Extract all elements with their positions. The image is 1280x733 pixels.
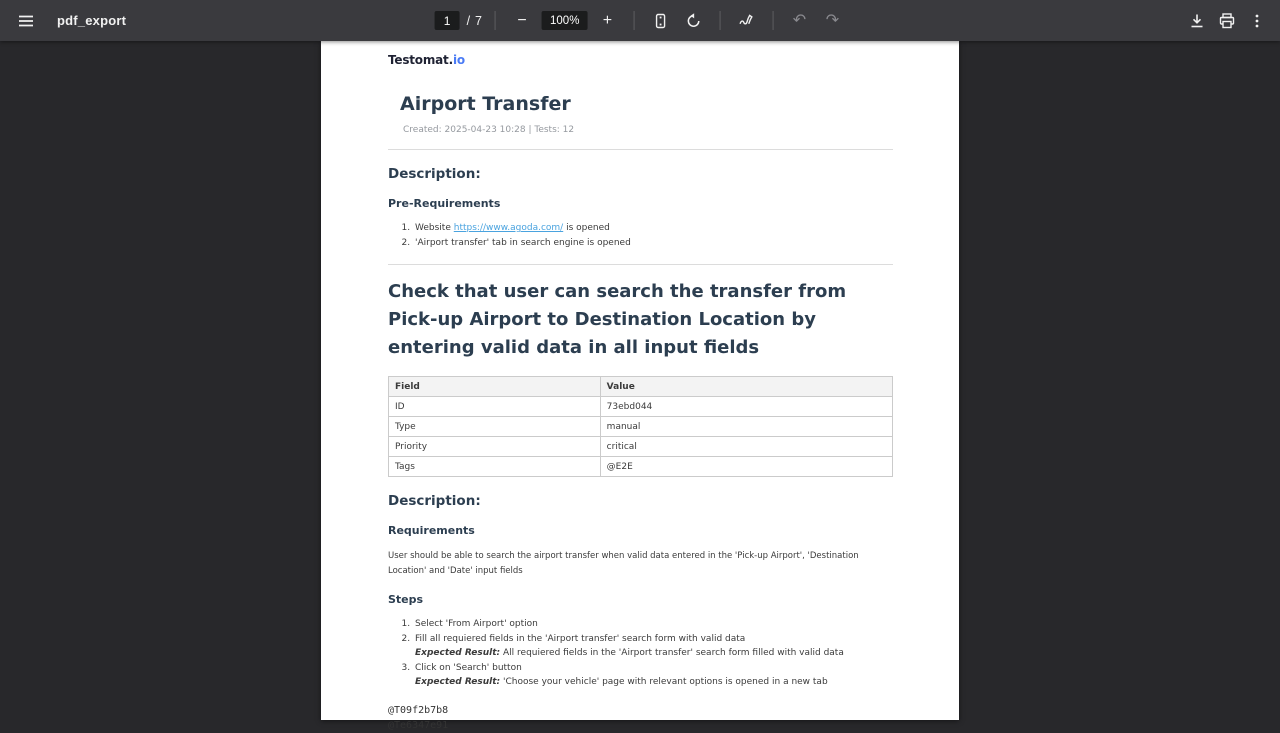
steps-list bbox=[388, 617, 893, 690]
test-tags bbox=[388, 703, 893, 733]
minus-icon: − bbox=[517, 11, 527, 29]
undo-button[interactable] bbox=[786, 8, 812, 34]
testomat-logo bbox=[388, 53, 893, 67]
prereq-text-suffix: is opened bbox=[563, 223, 610, 233]
cell-field: ID bbox=[389, 397, 601, 417]
pdf-viewer-background[interactable] bbox=[0, 41, 1280, 733]
step-item bbox=[413, 661, 893, 690]
test-meta-table bbox=[388, 376, 893, 477]
cell-field: Tags bbox=[389, 457, 601, 477]
column-header-value: Value bbox=[600, 377, 892, 397]
tag-id: @T09f2b7b8 bbox=[388, 704, 449, 716]
page-separator: / bbox=[466, 13, 471, 28]
suite-title: Airport Transfer bbox=[400, 93, 571, 115]
toolbar-divider bbox=[772, 11, 773, 30]
suite-meta: Created: 2025-04-23 10:28 | Tests: 12 bbox=[403, 125, 575, 135]
fit-page-icon bbox=[651, 12, 669, 30]
table-row bbox=[389, 417, 893, 437]
print-icon bbox=[1218, 12, 1236, 30]
divider bbox=[388, 149, 893, 150]
cell-value: 73ebd044 bbox=[600, 397, 892, 417]
pdf-page bbox=[321, 41, 959, 731]
pdf-toolbar bbox=[0, 0, 1280, 41]
tag-id: @Te6347e91 bbox=[388, 719, 449, 731]
description-heading-2: Description: bbox=[388, 493, 481, 509]
step-text: Fill all requiered fields in the 'Airport transfer' search form with valid data bbox=[415, 633, 746, 644]
prereq-text-prefix: Website bbox=[415, 223, 454, 233]
table-header-row bbox=[389, 377, 893, 397]
prerequirements-list bbox=[388, 221, 893, 250]
list-item: 2. 'Airport transfer' tab in search engine is opened bbox=[413, 236, 893, 251]
requirements-heading: Requirements bbox=[388, 524, 475, 537]
document-content bbox=[321, 41, 959, 733]
cell-field: Priority bbox=[389, 437, 601, 457]
logo-text-blue: io bbox=[452, 53, 465, 67]
steps-heading: Steps bbox=[388, 593, 424, 606]
redo-button[interactable] bbox=[819, 8, 845, 34]
step-item: 1. Select 'From Airport' option bbox=[413, 617, 893, 632]
cell-value: manual bbox=[600, 417, 892, 437]
toolbar-right bbox=[1184, 8, 1280, 34]
table-row bbox=[389, 457, 893, 477]
menu-icon[interactable] bbox=[13, 8, 39, 34]
cell-value: critical bbox=[600, 437, 892, 457]
cell-value: @E2E bbox=[600, 457, 892, 477]
requirements-text: User should be able to search the airport transfer when valid data entered in the 'Pick-up Airport', 'Destination Location' and 'Date' input fields bbox=[388, 551, 859, 576]
toolbar-divider bbox=[719, 11, 720, 30]
toolbar-divider bbox=[495, 11, 496, 30]
toolbar-left bbox=[0, 8, 126, 34]
zoom-out-button[interactable] bbox=[509, 8, 535, 34]
cell-field: Type bbox=[389, 417, 601, 437]
prerequirements-heading: Pre-Requirements bbox=[388, 197, 501, 210]
rotate-button[interactable] bbox=[680, 8, 706, 34]
redo-icon: ↷ bbox=[825, 11, 840, 29]
annotate-icon bbox=[737, 12, 755, 30]
more-options-button[interactable] bbox=[1244, 8, 1270, 34]
column-header-field: Field bbox=[389, 377, 601, 397]
table-row bbox=[389, 397, 893, 417]
rotate-counterclockwise-icon bbox=[684, 12, 702, 30]
document-filename: pdf_export bbox=[57, 13, 127, 28]
expected-result-text: 'Choose your vehicle' page with relevant options is opened in a new tab bbox=[500, 677, 828, 687]
step-text: Click on 'Search' button bbox=[415, 662, 522, 673]
zoom-in-button[interactable] bbox=[594, 8, 620, 34]
description-heading-1: Description: bbox=[388, 166, 481, 182]
page-total: 7 bbox=[475, 13, 483, 28]
agoda-link[interactable]: https://www.agoda.com/ bbox=[453, 223, 564, 233]
expected-result-label: Expected Result: bbox=[415, 677, 501, 687]
divider bbox=[388, 264, 893, 265]
fit-page-button[interactable] bbox=[647, 8, 673, 34]
expected-result-label: Expected Result: bbox=[415, 648, 501, 658]
page-number-input[interactable] bbox=[435, 11, 460, 30]
page-count bbox=[467, 14, 482, 28]
toolbar-divider bbox=[633, 11, 634, 30]
zoom-level[interactable]: 100% bbox=[542, 11, 587, 30]
test-case-title: Check that user can search the transfer from Pick-up Airport to Destination Location by entering valid data in all input fields bbox=[388, 281, 847, 358]
annotate-button[interactable] bbox=[733, 8, 759, 34]
expected-result-text: All requiered fields in the 'Airport transfer' search form filled with valid data bbox=[500, 648, 844, 658]
logo-text-dark: Testomat. bbox=[388, 53, 453, 67]
more-options-icon bbox=[1248, 12, 1266, 30]
download-button[interactable] bbox=[1184, 8, 1210, 34]
undo-icon: ↶ bbox=[792, 11, 807, 29]
toolbar-center-controls bbox=[435, 8, 846, 34]
table-row bbox=[389, 437, 893, 457]
plus-icon: + bbox=[602, 11, 613, 29]
download-icon bbox=[1188, 12, 1206, 30]
list-item bbox=[413, 221, 893, 236]
hamburger-icon bbox=[17, 12, 35, 30]
print-button[interactable] bbox=[1214, 8, 1240, 34]
step-item bbox=[413, 632, 893, 661]
